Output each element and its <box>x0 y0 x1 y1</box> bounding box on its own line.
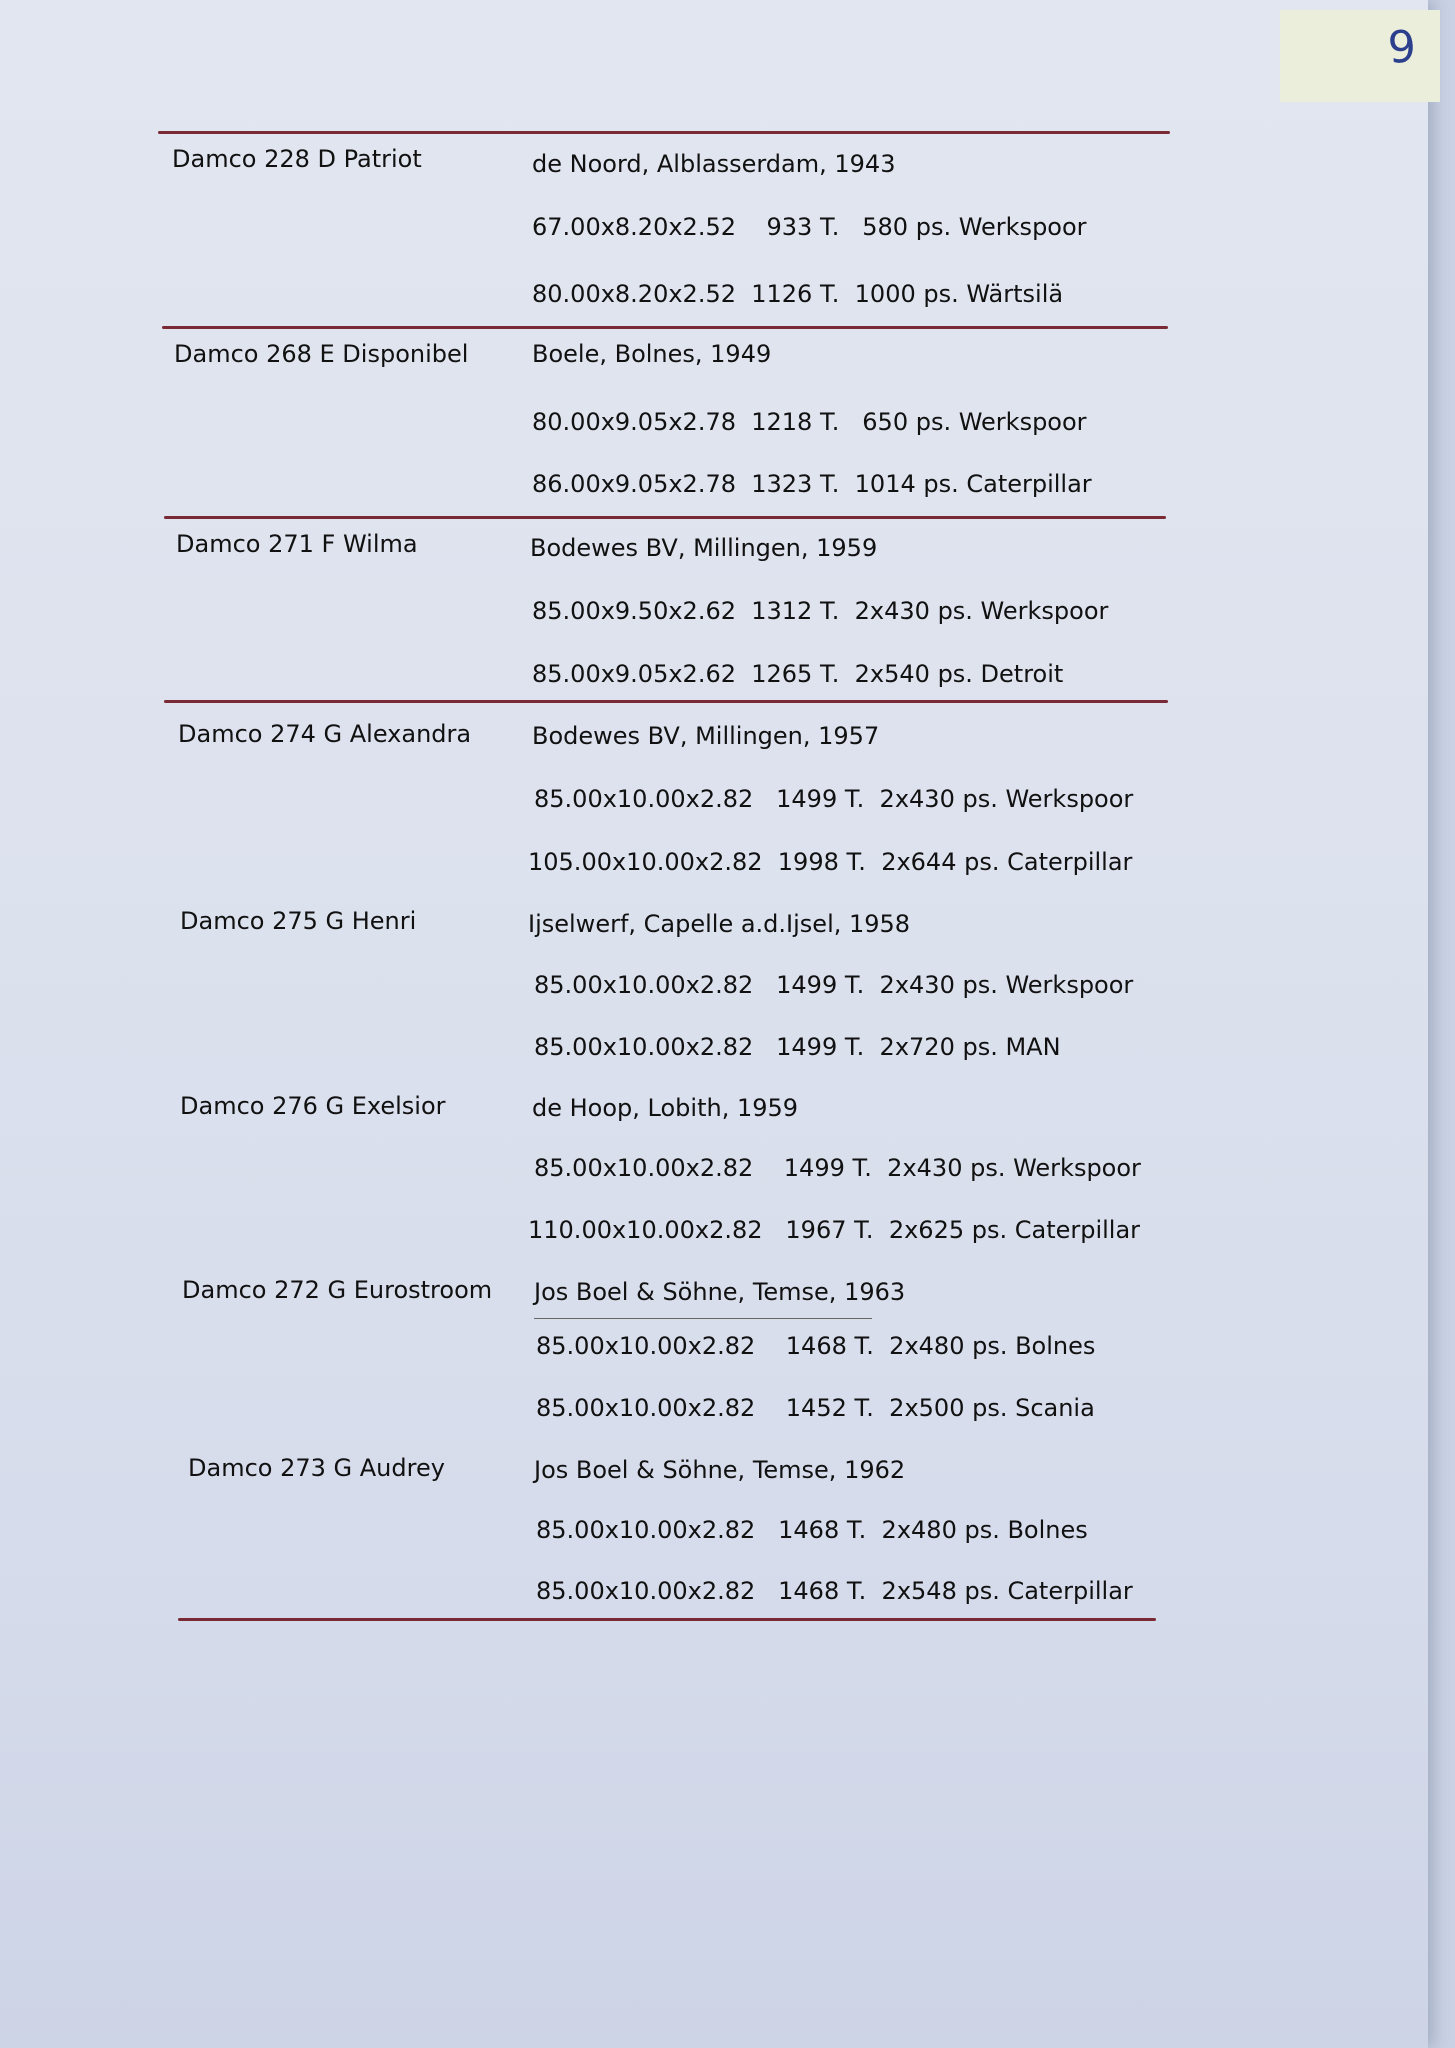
spec-line: 86.00x9.05x2.78 1323 T. 1014 ps. Caterpillar <box>532 470 1092 498</box>
shipyard: Boele, Bolnes, 1949 <box>532 340 772 368</box>
shipyard: Bodewes BV, Millingen, 1957 <box>532 722 880 750</box>
shipyard: de Hoop, Lobith, 1959 <box>532 1094 799 1122</box>
spec-line: 85.00x10.00x2.82 1499 T. 2x430 ps. Werkspoor <box>534 971 1134 999</box>
spec-line: 85.00x9.05x2.62 1265 T. 2x540 ps. Detroit <box>532 660 1064 688</box>
underline <box>534 1318 872 1319</box>
shipyard: de Noord, Alblasserdam, 1943 <box>532 150 896 178</box>
spec-line: 105.00x10.00x2.82 1998 T. 2x644 ps. Caterpillar <box>528 848 1133 876</box>
spec-line: 85.00x10.00x2.82 1499 T. 2x430 ps. Werkspoor <box>534 1154 1141 1182</box>
spec-line: 85.00x10.00x2.82 1452 T. 2x500 ps. Scania <box>536 1394 1095 1422</box>
separator-rule <box>158 131 1170 134</box>
ship-name: Damco 271 F Wilma <box>176 530 418 558</box>
spec-line: 85.00x10.00x2.82 1468 T. 2x480 ps. Bolnes <box>536 1332 1096 1360</box>
spec-line: 85.00x10.00x2.82 1468 T. 2x480 ps. Bolnes <box>536 1516 1088 1544</box>
ship-name: Damco 275 G Henri <box>180 907 417 935</box>
shipyard: Jos Boel & Söhne, Temse, 1963 <box>534 1278 906 1306</box>
spec-line: 67.00x8.20x2.52 933 T. 580 ps. Werkspoor <box>532 213 1087 241</box>
separator-rule <box>162 326 1168 329</box>
separator-rule <box>164 700 1168 703</box>
ship-name: Damco 273 G Audrey <box>188 1454 445 1482</box>
spec-line: 85.00x10.00x2.82 1499 T. 2x430 ps. Werkspoor <box>534 785 1134 813</box>
spec-line: 85.00x10.00x2.82 1468 T. 2x548 ps. Caterpillar <box>536 1577 1133 1605</box>
spec-line: 80.00x9.05x2.78 1218 T. 650 ps. Werkspoor <box>532 408 1087 436</box>
separator-rule <box>178 1618 1156 1621</box>
ship-name: Damco 228 D Patriot <box>172 145 422 173</box>
spec-line: 85.00x9.50x2.62 1312 T. 2x430 ps. Werkspoor <box>532 597 1109 625</box>
shipyard: Bodewes BV, Millingen, 1959 <box>530 534 878 562</box>
page-number: 9 <box>1386 21 1418 74</box>
ship-name: Damco 276 G Exelsior <box>180 1092 446 1120</box>
spec-line: 80.00x8.20x2.52 1126 T. 1000 ps. Wärtsilä <box>532 280 1064 308</box>
ship-name: Damco 274 G Alexandra <box>178 720 472 748</box>
shipyard: Ijselwerf, Capelle a.d.Ijsel, 1958 <box>528 910 911 938</box>
spec-line: 110.00x10.00x2.82 1967 T. 2x625 ps. Caterpillar <box>528 1216 1141 1244</box>
separator-rule <box>164 516 1166 519</box>
ship-name: Damco 268 E Disponibel <box>174 340 469 368</box>
shipyard: Jos Boel & Söhne, Temse, 1962 <box>534 1456 906 1484</box>
spec-line: 85.00x10.00x2.82 1499 T. 2x720 ps. MAN <box>534 1033 1061 1061</box>
ship-name: Damco 272 G Eurostroom <box>182 1276 493 1304</box>
